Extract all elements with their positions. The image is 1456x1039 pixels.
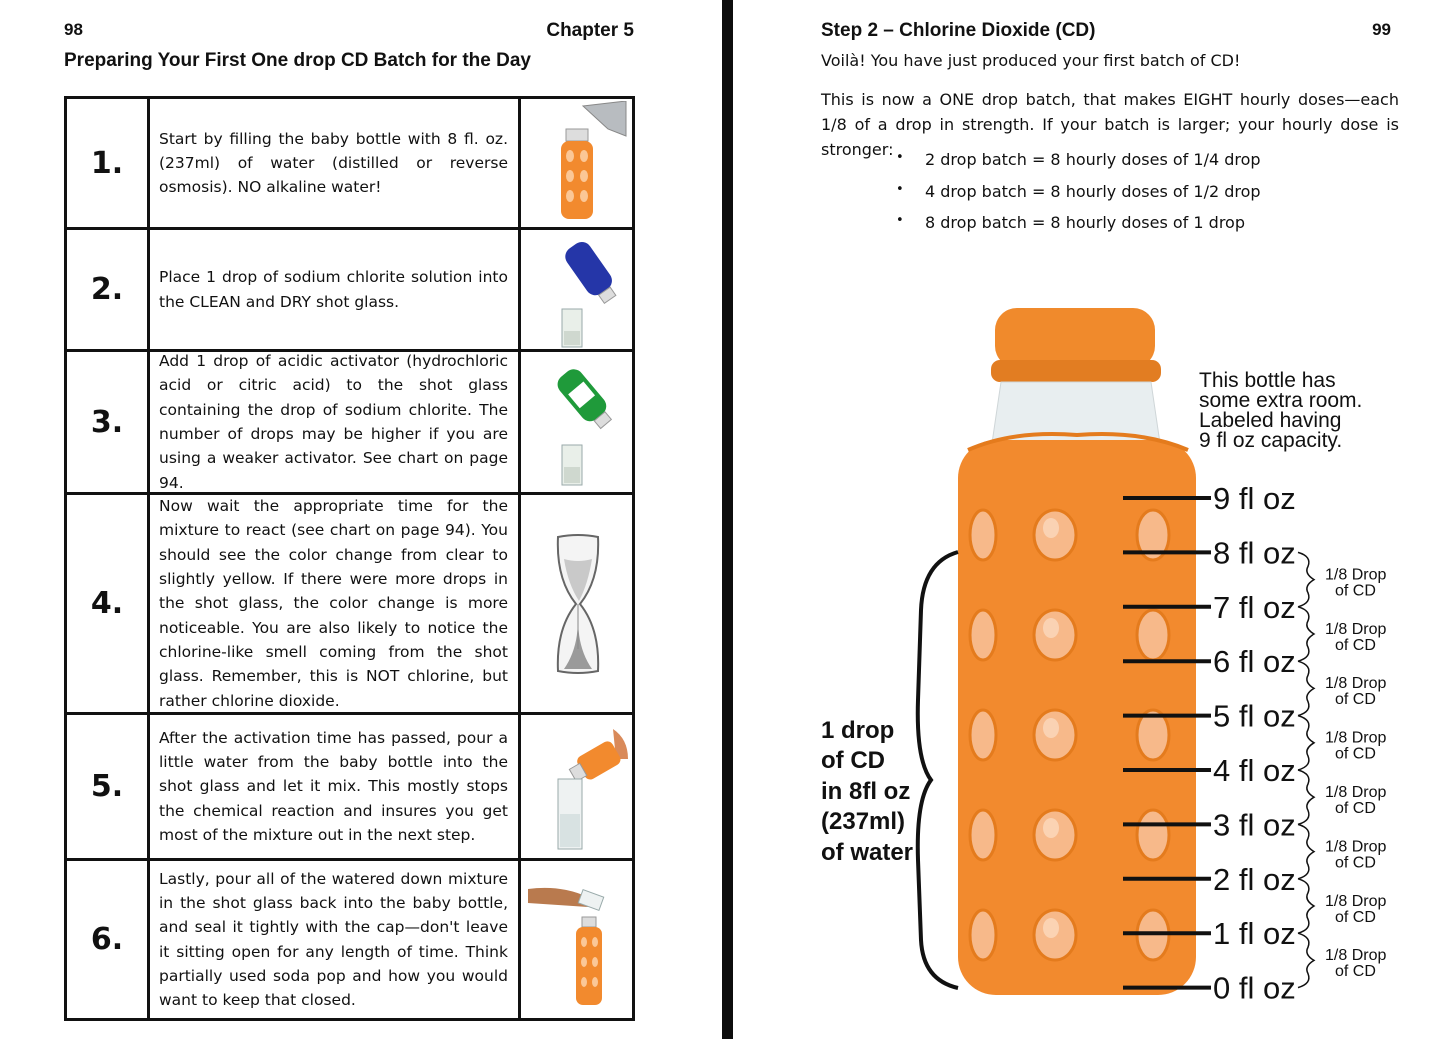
steps-table [64,96,635,1021]
water-bottle-filling-icon [524,99,632,227]
dose-label: 1/8 Drop [1325,947,1387,965]
step-number: 4. [67,495,150,712]
dose-label: of CD [1335,800,1376,817]
intro-text: Voilà! You have just produced your first batch of CD! [821,51,1241,70]
dose-bracket [1298,607,1314,661]
dose-label: 1/8 Drop [1325,892,1387,910]
bottle-image [958,308,1196,995]
step-text: Place 1 drop of sodium chlorite solution into the CLEAN and DRY shot glass. [150,230,521,349]
left-page [0,0,722,1039]
volume-mark-label: 3 fl oz [1213,807,1296,843]
dose-label: of CD [1335,745,1376,763]
page-number: 99 [1372,20,1391,39]
dose-label: of CD [1335,908,1376,926]
chapter-title: Chapter 5 [546,20,634,41]
dose-label: of CD [1335,636,1376,654]
dose-label: 1/8 Drop [1325,838,1387,856]
dose-label: of CD [1335,854,1376,872]
brace-label: 1 drop of CD in 8fl oz (237ml) of water [821,717,914,866]
dose-label: 1/8 Drop [1325,784,1387,801]
volume-mark-label: 1 fl oz [1213,916,1296,952]
batch-dose-list [896,150,1261,245]
step-text: After the activation time has passed, pour a little water from the baby bottle into the shot glass and let it mix. This mostly stops the chemical reaction and insures you get most of the mixture out in the next step. [150,715,521,858]
page-heading: Preparing Your First One drop CD Batch for the Day [64,50,531,71]
table-row [67,230,632,352]
dose-paragraph: This is now a ONE drop batch, that makes EIGHT hourly doses—each 1/8 of a drop in strength. If your batch is larger; your hourly dose is stronger: [821,90,1399,159]
right-page [733,0,1456,1039]
list-item: • 8 drop batch = 8 hourly doses of 1 drop [896,213,1261,245]
dose-bracket [1298,552,1314,606]
dose-label: 1/8 Drop [1325,675,1387,693]
step-text: Now wait the appropriate time for the mixture to react (see chart on page 94). You should see the color change from clear to slightly yellow. If there were more drops in the shot glass, the color change is more noticeable. You are also likely to notice the chlorine-like smell coming from the shot glass. Remember, this is NOT chlorine, but rather chlorine dioxide. [150,495,521,712]
pour-glass-into-bottle-icon [524,861,632,1018]
step-text: Start by filling the baby bottle with 8 fl. oz. (237ml) of water (distilled or reverse osmosis). NO alkaline water! [150,99,521,227]
table-row [67,715,632,861]
sodium-chlorite-dropper-icon [524,230,632,349]
table-row [67,352,632,495]
step-number: 6. [67,861,150,1018]
volume-mark-label: 9 fl oz [1213,481,1296,516]
dose-label: 1/8 Drop [1325,729,1387,747]
capacity-note: This bottle has some extra room. Labeled having 9 fl oz capacity. [1199,369,1363,452]
dose-bracket [1298,824,1314,878]
volume-mark-label: 2 fl oz [1213,861,1296,897]
list-item: • 2 drop batch = 8 hourly doses of 1/4 drop [896,150,1261,182]
volume-mark-label: 4 fl oz [1213,753,1296,788]
dose-label: of CD [1335,691,1376,709]
dose-label: 1/8 Drop [1325,566,1387,584]
volume-mark-label: 5 fl oz [1213,698,1296,734]
dose-bracket [1298,770,1314,824]
page-heading: Step 2 – Chlorine Dioxide (CD) [821,20,1096,41]
step-number: 5. [67,715,150,858]
volume-mark-label: 6 fl oz [1213,644,1296,680]
step-text: Lastly, pour all of the watered down mixture in the shot glass back into the baby bottle, and seal it tightly with the cap—don't leave it sitting open for any length of time. Think partially used soda pop and how you would want to keep that closed. [150,861,521,1018]
step-number: 2. [67,230,150,349]
left-brace [918,552,958,988]
volume-mark-label: 7 fl oz [1213,589,1296,625]
dose-bracket [1298,716,1314,770]
step-number: 1. [67,99,150,227]
dose-label: 1/8 Drop [1325,620,1387,638]
step-number: 3. [67,352,150,492]
dose-bracket [1298,933,1314,987]
table-row [67,99,632,230]
dose-bracket [1298,661,1314,715]
volume-mark-label: 0 fl oz [1213,970,1296,1006]
book-gutter [722,0,733,1039]
dose-label: of CD [1335,963,1376,981]
dose-label: of CD [1335,582,1376,600]
bottle-measurement-diagram [733,290,1456,1010]
page-number: 98 [64,20,83,39]
hourglass-icon [524,495,632,712]
table-row [67,495,632,715]
dose-labels [1298,552,1386,987]
dose-bracket [1298,879,1314,933]
pour-water-into-glass-icon [524,715,632,858]
step-text: Add 1 drop of acidic activator (hydrochloric acid or citric acid) to the shot glass containing the drop of sodium chlorite. The number of drops may be higher if you are using a weaker activator. See chart on page 94. [150,352,521,492]
activator-dropper-icon [524,352,632,492]
table-row [67,861,632,1018]
volume-mark-label: 8 fl oz [1213,535,1296,571]
list-item: • 4 drop batch = 8 hourly doses of 1/2 drop [896,182,1261,214]
